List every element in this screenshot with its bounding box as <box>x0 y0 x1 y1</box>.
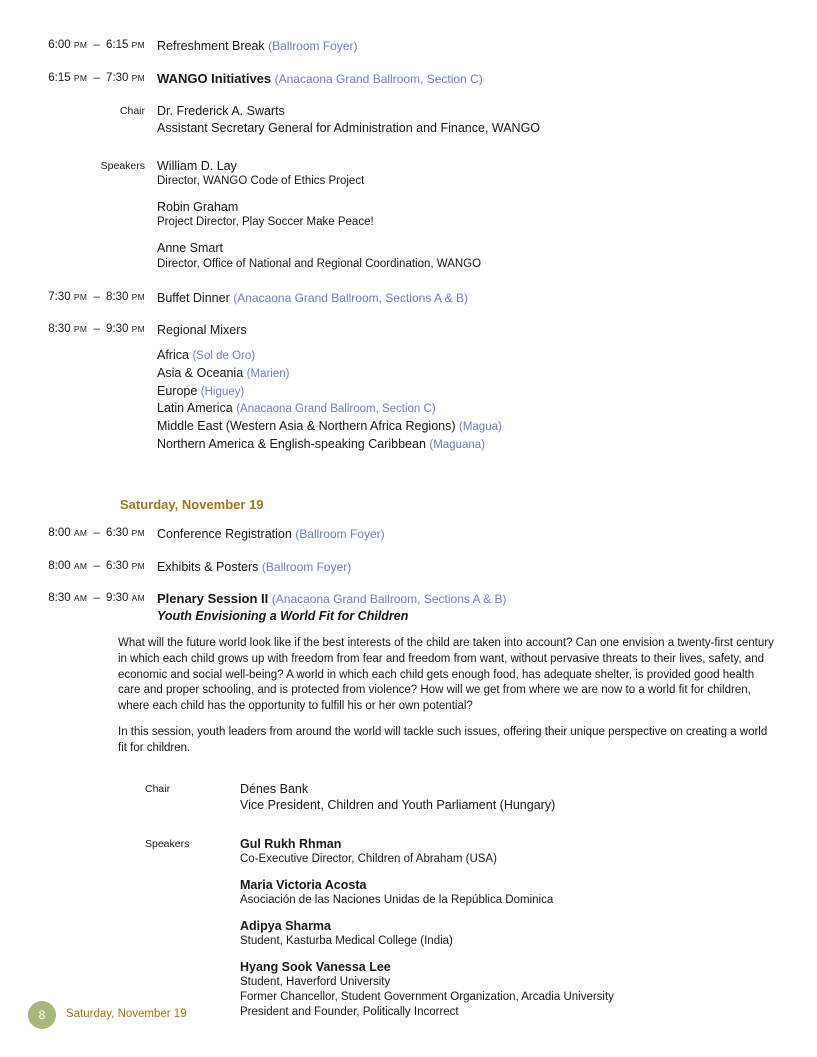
time-cell <box>0 38 157 51</box>
mixer-item <box>157 400 817 418</box>
person-title: Project Director, Play Soccer Make Peace! <box>157 216 374 229</box>
person-name: Hyang Sook Vanessa Lee <box>240 960 391 975</box>
event-cell <box>157 591 817 624</box>
mixer-item <box>157 383 817 401</box>
person-name: Anne Smart <box>157 241 224 256</box>
schedule-row <box>0 559 817 576</box>
time-start: 7:30 <box>48 290 71 303</box>
role-label: Speakers <box>145 837 190 850</box>
time-end-ampm: PM <box>131 40 145 50</box>
person-title: Asociación de las Naciones Unidas de la República Dominica <box>240 894 554 907</box>
time-start: 6:15 <box>48 71 71 84</box>
mixer-region: Northern America & English-speaking Caribbean <box>157 436 426 451</box>
mixer-region: Latin America <box>157 401 233 416</box>
schedule-row <box>0 290 817 307</box>
time-dash: – <box>93 592 100 605</box>
time-start-ampm: PM <box>73 72 88 83</box>
event-venue: (Anacaona Grand Ballroom, Sections A & B) <box>233 290 469 305</box>
person-name: Maria Victoria Acosta <box>240 877 367 892</box>
event-title: Buffet Dinner <box>157 290 230 305</box>
time-start: 6:00 <box>48 39 71 51</box>
chair-row <box>0 103 817 136</box>
person-entry <box>157 199 817 230</box>
event-cell <box>157 290 817 307</box>
page-number-badge: 8 <box>28 1001 56 1029</box>
time-dash: – <box>93 71 100 84</box>
speakers-cell <box>157 158 817 282</box>
event-title: Exhibits & Posters <box>157 559 259 574</box>
page-content <box>0 38 817 1032</box>
event-venue: (Ballroom Foyer) <box>268 39 358 53</box>
mixer-venue: (Higuey) <box>200 385 245 398</box>
person-cell <box>157 103 817 136</box>
person-title: Director, Office of National and Regional Coordination, WANGO <box>157 257 482 270</box>
time-cell <box>0 591 157 604</box>
person-name: Robin Graham <box>157 200 239 215</box>
schedule-row <box>0 71 817 88</box>
event-title: Plenary Session II <box>157 591 269 607</box>
role-label: Speakers <box>100 159 145 172</box>
event-venue: (Anacaona Grand Ballroom, Sections A & B) <box>271 592 507 607</box>
person-cell <box>240 781 817 814</box>
mixer-venue: (Marien) <box>246 368 290 381</box>
time-dash: – <box>93 39 100 51</box>
speakers-row <box>0 158 817 282</box>
person-name: Dénes Bank <box>240 782 309 797</box>
mixers-cell <box>157 322 817 453</box>
mixer-item <box>157 436 817 454</box>
time-cell <box>0 322 157 335</box>
page-footer <box>0 1001 817 1031</box>
time-start: 8:30 <box>48 323 71 336</box>
time-end-ampm: PM <box>131 528 145 539</box>
session-paragraph: What will the future world look like if the best interests of the child are taken into account? Can one envision a twenty-first century in which each child grows up with freedom from fear and freedom from want, without pervasive threats to their lives, safety, and economic and social well-being? A world in which each child gets enough food, has adequate shelter, is provided good health care and proper schooling, and is protected from violence? How will we get from where we are now to a world fit for children, where each child has the opportunity to fulfill his or her own potential? <box>118 637 774 712</box>
person-name: Dr. Frederick A. Swarts <box>157 104 285 119</box>
mixer-venue: (Magua) <box>459 420 502 433</box>
time-cell <box>0 526 157 539</box>
time-start-ampm: PM <box>73 324 88 335</box>
time-start-ampm: PM <box>73 40 88 50</box>
role-label: Chair <box>119 105 145 118</box>
session-paragraph: In this session, youth leaders from around the world will tackle such issues, offering their unique perspective on creating a world fit for children. <box>118 726 768 754</box>
event-title: Conference Registration <box>157 527 292 542</box>
schedule-row <box>0 526 817 543</box>
time-cell <box>0 559 157 572</box>
time-cell <box>0 290 157 303</box>
time-start: 8:00 <box>48 527 71 540</box>
person-entry <box>157 240 817 271</box>
schedule-row <box>0 322 817 453</box>
mixer-venue: (Maguana) <box>429 438 485 451</box>
time-end-ampm: PM <box>131 72 145 83</box>
time-start-ampm: AM <box>73 528 88 539</box>
time-end: 8:30 <box>106 290 129 303</box>
time-end-ampm: AM <box>131 593 145 604</box>
time-start: 8:30 <box>48 592 71 605</box>
mixer-region: Africa <box>157 348 189 363</box>
day-heading: Saturday, November 19 <box>120 497 264 513</box>
time-start-ampm: PM <box>73 291 88 302</box>
event-cell <box>157 526 817 543</box>
mixer-item <box>157 347 817 365</box>
event-venue: (Ballroom Foyer) <box>295 527 385 542</box>
person-title-3: President and Founder, Politically Incorrect <box>240 1006 459 1019</box>
person-title-2: Former Chancellor, Student Government Organization, Arcadia University <box>240 991 614 1004</box>
person-title: Co-Executive Director, Children of Abraham (USA) <box>240 852 497 865</box>
event-title: Refreshment Break <box>157 39 265 53</box>
person-title: Vice President, Children and Youth Parliament (Hungary) <box>240 798 556 813</box>
schedule-row <box>0 591 817 624</box>
mixer-venue: (Anacaona Grand Ballroom, Section C) <box>236 403 436 416</box>
mixer-region: Middle East (Western Asia & Northern Africa Regions) <box>157 418 456 433</box>
time-end: 9:30 <box>106 323 129 336</box>
mixer-item <box>157 418 817 436</box>
time-start-ampm: AM <box>73 593 88 604</box>
time-dash: – <box>93 559 100 572</box>
person-title: Student, Kasturba Medical College (India) <box>240 935 453 948</box>
person-title: Student, Haverford University <box>240 976 391 989</box>
time-start: 8:00 <box>48 559 71 572</box>
time-dash: – <box>93 323 100 336</box>
time-end-ampm: PM <box>131 291 145 302</box>
person-entry <box>240 877 817 908</box>
mixer-item <box>157 365 817 383</box>
chair-row <box>0 781 817 814</box>
schedule-row <box>0 38 817 55</box>
event-subtitle: Youth Envisioning a World Fit for Children <box>157 609 409 624</box>
time-end: 7:30 <box>106 71 129 84</box>
time-end: 9:30 <box>106 592 129 605</box>
event-cell <box>157 71 817 88</box>
person-name: William D. Lay <box>157 158 237 173</box>
mixer-region: Europe <box>157 383 198 398</box>
person-title: Assistant Secretary General for Administration and Finance, WANGO <box>157 120 541 135</box>
footer-label: Saturday, November 19 <box>66 1008 187 1020</box>
mixer-region: Asia & Oceania <box>157 366 244 381</box>
time-end: 6:30 <box>106 527 129 540</box>
person-name: Adipya Sharma <box>240 918 332 933</box>
person-entry <box>157 158 817 189</box>
role-label: Chair <box>145 783 171 796</box>
person-name: Gul Rukh Rhman <box>240 836 342 851</box>
time-dash: – <box>93 527 100 540</box>
person-entry <box>240 918 817 949</box>
time-end: 6:30 <box>106 559 129 572</box>
event-cell <box>157 559 817 576</box>
time-cell <box>0 71 157 84</box>
event-venue: (Ballroom Foyer) <box>261 559 352 574</box>
event-cell <box>157 38 817 55</box>
mixer-venue: (Sol de Oro) <box>192 350 256 363</box>
event-venue: (Anacaona Grand Ballroom, Section C) <box>274 71 483 86</box>
time-end: 6:15 <box>106 39 129 51</box>
time-dash: – <box>93 290 100 303</box>
time-end-ampm: PM <box>131 560 145 571</box>
event-title: Regional Mixers <box>157 323 247 338</box>
person-title: Director, WANGO Code of Ethics Project <box>157 175 365 188</box>
event-title: WANGO Initiatives <box>157 70 272 86</box>
time-start-ampm: AM <box>73 560 88 571</box>
time-end-ampm: PM <box>131 324 145 335</box>
person-entry <box>240 836 817 867</box>
